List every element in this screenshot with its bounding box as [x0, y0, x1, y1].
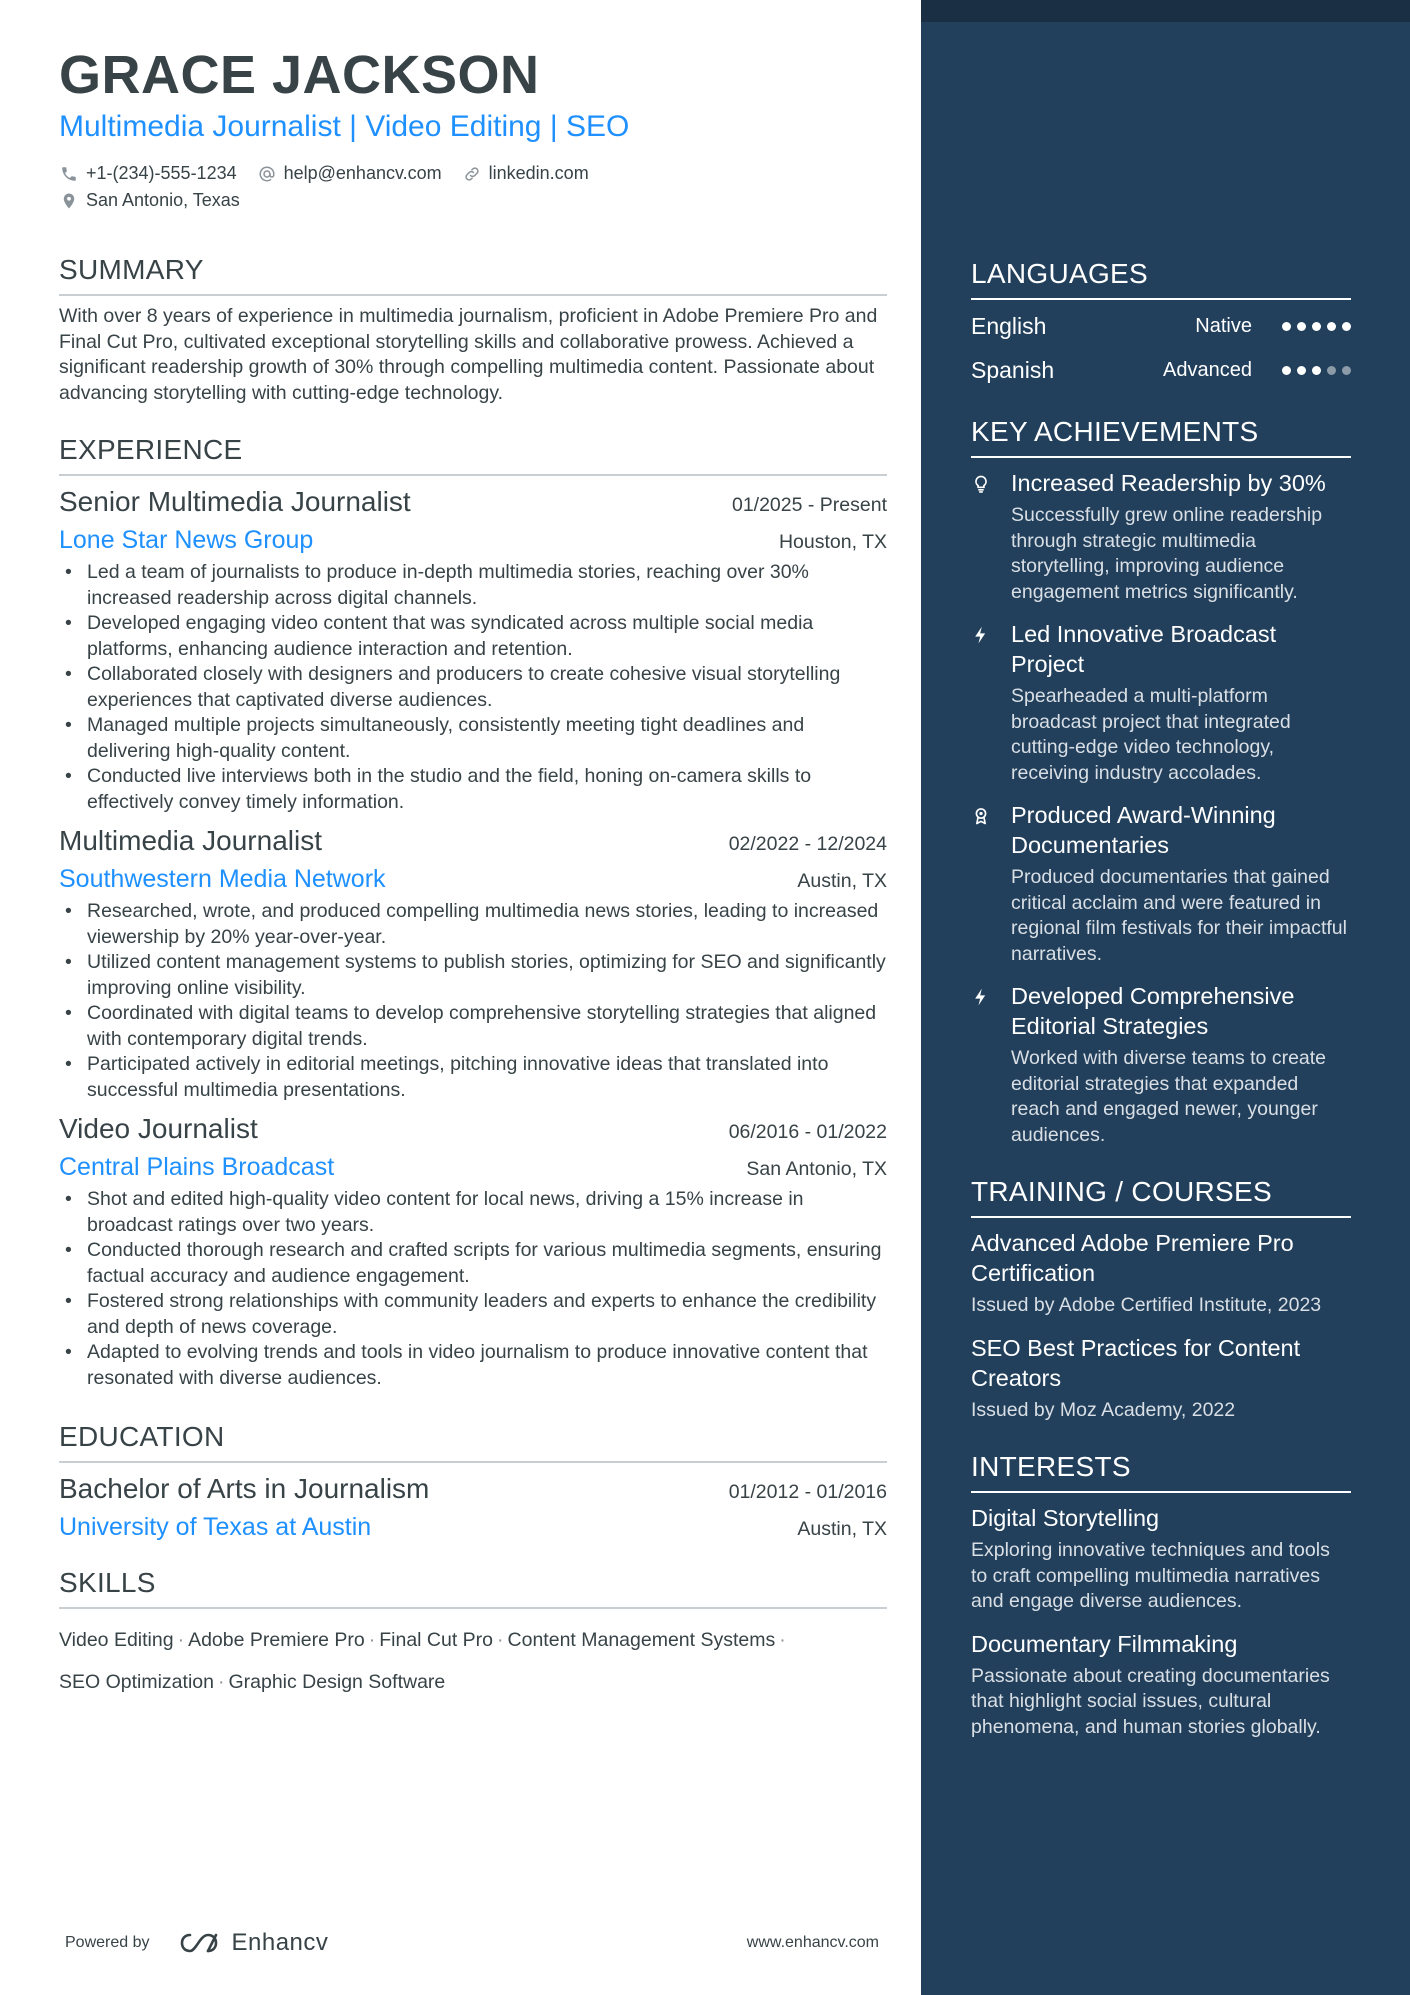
skills-section: [59, 1565, 887, 1703]
language-item: [971, 304, 1351, 348]
job-date: 06/2016 - 01/2022: [728, 1121, 887, 1143]
achievement-item: [971, 468, 1351, 605]
job-bullet: • Conducted live interviews both in the studio and the field, honing on-camera skills to effectively convey timely information.: [59, 764, 887, 815]
skills-title: SKILLS: [59, 1565, 887, 1609]
job-bullet: • Developed engaging video content that was syndicated across multiple social media platforms, enhancing audience interaction and retention.: [59, 611, 887, 662]
interest-item: [971, 1629, 1351, 1741]
language-item: [971, 348, 1351, 392]
contact-location: [59, 190, 240, 211]
language-level: Native: [1195, 314, 1252, 337]
job-company: Lone Star News Group: [59, 526, 314, 554]
job-bullet: • Conducted thorough research and crafted scripts for various multimedia segments, ensuring factual accuracy and audience engagement.: [59, 1238, 887, 1289]
job-location: Houston, TX: [778, 531, 887, 553]
course-desc: Issued by Moz Academy, 2022: [971, 1398, 1236, 1421]
achievements-section: [971, 414, 1351, 1148]
job-bullets: [59, 560, 887, 815]
job-bullet: • Managed multiple projects simultaneously, consistently meeting tight deadlines and delivering high-quality content.: [59, 713, 887, 764]
language-level: Advanced: [1163, 358, 1252, 381]
skill-item: Content Management Systems: [507, 1629, 776, 1651]
job-bullet: • Coordinated with digital teams to develop comprehensive storytelling strategies that aligned with contemporary digital trends.: [59, 1001, 887, 1052]
interest-title: Documentary Filmmaking: [971, 1630, 1238, 1657]
interest-title: Digital Storytelling: [971, 1505, 1160, 1531]
job-bullets: [59, 1187, 887, 1391]
school: University of Texas at Austin: [59, 1513, 372, 1541]
job-bullet: • Participated actively in editorial meetings, pitching innovative ideas that translated into successful multimedia presentations.: [59, 1052, 887, 1103]
summary-section: [59, 252, 887, 406]
interest-desc: Passionate about creating documentaries that highlight social issues, cultural phenomena, and human stories globally.: [971, 1664, 1330, 1738]
interests-section: [971, 1449, 1351, 1740]
lightning-icon: [971, 619, 1011, 786]
experience-section: [59, 432, 887, 1391]
sidebar-top-bar: [921, 0, 1410, 22]
course-item: [971, 1228, 1351, 1319]
location-text: San Antonio, Texas: [86, 190, 240, 210]
job-bullet: • Led a team of journalists to produce in-depth multimedia stories, reaching over 30% increased readership across digital channels.: [59, 560, 887, 611]
skill-item: Video Editing: [59, 1629, 174, 1651]
achievements-title: KEY ACHIEVEMENTS: [971, 414, 1351, 458]
job-date: 01/2025 - Present: [731, 494, 887, 516]
sidebar: [921, 0, 1410, 1995]
languages-title: LANGUAGES: [971, 256, 1351, 300]
job-date: 02/2022 - 12/2024: [728, 833, 887, 855]
job-bullet: • Fostered strong relationships with community leaders and experts to enhance the credibility and depth of news coverage.: [59, 1289, 887, 1340]
achievement-title: Increased Readership by 30%: [1011, 470, 1326, 496]
skill-item: Adobe Premiere Pro: [188, 1629, 365, 1651]
achievement-desc: Successfully grew online readership through strategic multimedia storytelling, improving audience engagement metrics significantly.: [1011, 504, 1323, 603]
achievement-item: [971, 981, 1351, 1148]
course-item: [971, 1333, 1351, 1424]
candidate-headline: Multimedia Journalist | Video Editing | SEO: [59, 110, 630, 143]
location-pin-icon: [59, 191, 79, 211]
powered-by-text: Powered by: [65, 1934, 150, 1951]
course-title: Advanced Adobe Premiere Pro Certification: [971, 1230, 1294, 1286]
candidate-name: GRACE JACKSON: [59, 45, 540, 105]
language-name: Spanish: [971, 356, 1055, 383]
skills-list: Video Editing · Adobe Premiere Pro · Final Cut Pro · Content Management Systems · SEO Optimization · Graphic Design Software: [59, 1629, 786, 1693]
job-location: Austin, TX: [797, 870, 887, 892]
link-icon: [462, 164, 482, 184]
contact-phone[interactable]: [59, 163, 237, 184]
achievement-title: Produced Award-Winning Documentaries: [1011, 802, 1276, 858]
job-bullet: • Shot and edited high-quality video content for local news, driving a 15% increase in broadcast ratings over two years.: [59, 1187, 887, 1238]
course-title: SEO Best Practices for Content Creators: [971, 1334, 1301, 1391]
job-company: Central Plains Broadcast: [59, 1153, 335, 1181]
lightbulb-icon: [971, 468, 1011, 605]
footer: [65, 1929, 879, 1957]
achievement-desc: Worked with diverse teams to create editorial strategies that expanded reach and engaged newer, younger audiences.: [1011, 1047, 1327, 1146]
job-title: Video Journalist: [59, 1113, 258, 1144]
footer-website[interactable]: www.enhancv.com: [746, 1934, 879, 1951]
language-rating: [1276, 322, 1351, 331]
job-entry: [59, 1111, 887, 1391]
brand-name: Enhancv: [231, 1929, 329, 1956]
degree: Bachelor of Arts in Journalism: [59, 1473, 430, 1504]
lightning-icon: [971, 981, 1011, 1148]
achievement-desc: Spearheaded a multi-platform broadcast project that integrated cutting-edge video technology, receiving industry accolades.: [1011, 685, 1291, 784]
skill-item: SEO Optimization: [59, 1671, 214, 1693]
summary-title: SUMMARY: [59, 252, 887, 296]
phone-text: +1-(234)-555-1234: [86, 163, 237, 183]
job-title: Multimedia Journalist: [59, 825, 322, 856]
job-bullets: [59, 899, 887, 1103]
job-entry: [59, 484, 887, 815]
training-section: [971, 1174, 1351, 1423]
achievement-item: [971, 619, 1351, 786]
enhancv-logo[interactable]: [178, 1929, 329, 1957]
phone-icon: [59, 164, 79, 184]
infinity-logo-icon: [178, 1931, 224, 1955]
email-text: help@enhancv.com: [283, 163, 442, 183]
achievement-title: Developed Comprehensive Editorial Strategies: [1011, 983, 1295, 1039]
achievement-title: Led Innovative Broadcast Project: [1011, 621, 1277, 677]
achievement-item: [971, 800, 1351, 967]
at-icon: [257, 164, 277, 184]
job-company: Southwestern Media Network: [59, 865, 386, 893]
skill-item: Final Cut Pro: [379, 1629, 494, 1651]
interest-desc: Exploring innovative techniques and tools to craft compelling multimedia narratives and engage diverse audiences.: [971, 1539, 1330, 1612]
job-bullet: • Researched, wrote, and produced compelling multimedia news stories, leading to increased viewership by 20% year-over-year.: [59, 899, 887, 950]
job-title: Senior Multimedia Journalist: [59, 486, 411, 517]
interests-title: INTERESTS: [971, 1449, 1351, 1493]
education-location: Austin, TX: [797, 1518, 887, 1540]
achievement-desc: Produced documentaries that gained critical acclaim and were featured in regional film festivals for their impactful narratives.: [1011, 866, 1347, 965]
job-bullet: • Adapted to evolving trends and tools in video journalism to produce innovative content that resonated with diverse audiences.: [59, 1340, 887, 1391]
education-section: [59, 1419, 887, 1543]
summary-text: With over 8 years of experience in multimedia journalism, proficient in Adobe Premiere Pro and Final Cut Pro, cultivated exceptional storytelling skills and collaborative prowess. Achieved a significant readership growth of 30% through compelling multimedia content. Passionate about advancing storytelling with cutting-edge technology.: [59, 305, 878, 404]
languages-section: [971, 256, 1351, 392]
course-desc: Issued by Adobe Certified Institute, 2023: [971, 1294, 1322, 1316]
job-location: San Antonio, TX: [746, 1158, 887, 1180]
education-title: EDUCATION: [59, 1419, 887, 1463]
education-date: 01/2012 - 01/2016: [728, 1481, 887, 1503]
contact-email[interactable]: [257, 163, 442, 184]
contact-info: [59, 160, 921, 214]
language-rating: [1276, 366, 1351, 375]
job-bullet: • Utilized content management systems to publish stories, optimizing for SEO and significantly improving online visibility.: [59, 950, 887, 1001]
linkedin-text: linkedin.com: [488, 163, 589, 183]
job-entry: [59, 823, 887, 1103]
skill-item: Graphic Design Software: [228, 1671, 446, 1693]
interest-item: [971, 1503, 1351, 1615]
contact-linkedin[interactable]: [462, 163, 589, 184]
language-name: English: [971, 312, 1047, 339]
experience-title: EXPERIENCE: [59, 432, 887, 476]
award-icon: [971, 800, 1011, 967]
job-bullet: • Collaborated closely with designers and producers to create cohesive visual storytelling experiences that captivated diverse audiences.: [59, 662, 887, 713]
training-title: TRAINING / COURSES: [971, 1174, 1351, 1218]
